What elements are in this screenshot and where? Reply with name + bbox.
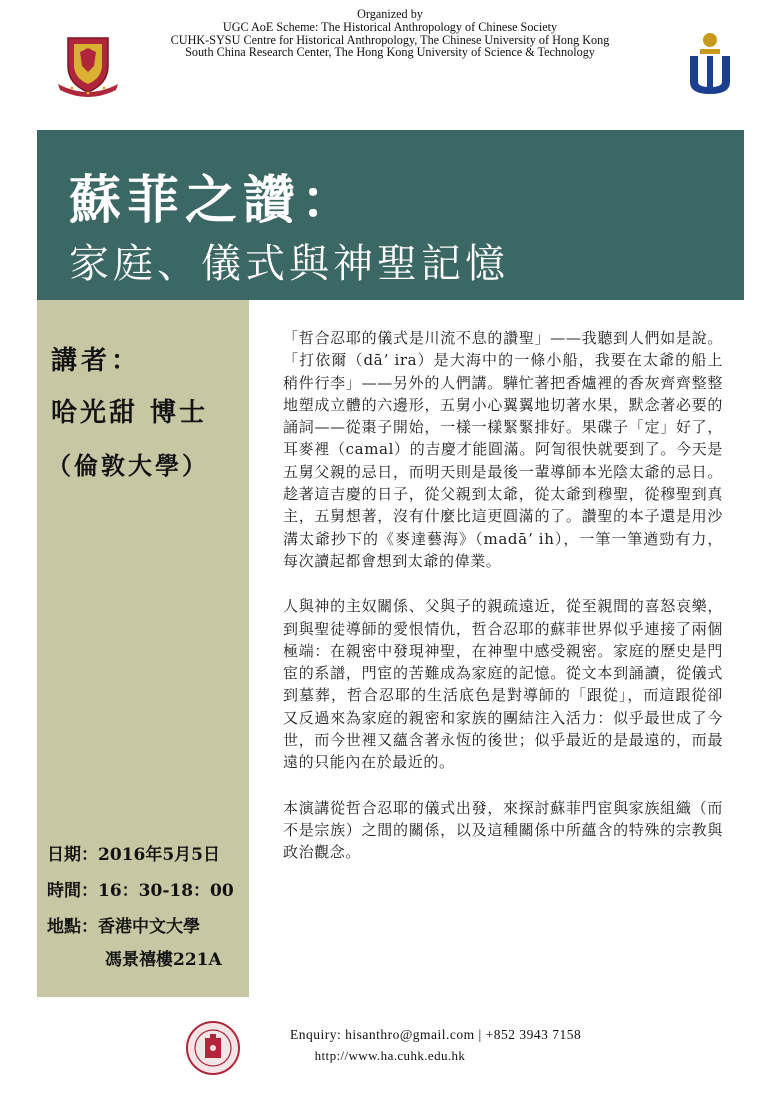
organizer-line-1: UGC AoE Scheme: The Historical Anthropology of Chinese Society bbox=[222, 19, 558, 34]
cuhk-crest-icon bbox=[50, 32, 126, 98]
lecture-title: 蘇菲之讚： bbox=[69, 171, 360, 231]
event-venue-room: 馮景禧樓221A bbox=[105, 950, 222, 970]
organized-by-label: Organized by bbox=[357, 7, 423, 21]
abstract-paragraph-2: 人與神的主奴關係、父與子的親疏遠近，從至親間的喜怒哀樂，到與聖徒導師的愛恨情仇，哲合忍耶的蘇菲世界似乎連接了兩個極端：在親密中發現神聖，在神聖中感受親密。家庭的歷史是門宦的系譜，門宦的苦難成為家庭的記憶。從文本到誦讀，從儀式到墓葬，哲合忍耶的生活底色是對導師的「跟從」，而這跟從卻又反過來為家庭的親密和家族的團結注入活力：似乎最世成了今世，而今世裡又蘊含著永恆的後世；似乎最近的是最遠的，而最遠的只能內在於最近的。 bbox=[283, 597, 723, 772]
abstract-paragraph-1: 「哲合忍耶的儀式是川流不息的讚聖」——我聽到人們如是說。「打依爾（dāʼ ira）是大海中的一條小船，我要在太爺的船上稍件行李」——另外的人們講。驊忙著把香爐裡的香灰齊齊整整地塑成立體的六邊形，五舅小心翼翼地切著水果，默念著必要的誦詞——從棗子開始，一樣一樣緊緊排好。果碟子「定」好了，耳麥裡（camal）的吉慶才能圓滿。阿訇很快就要到了。今天是五舅父親的忌日，而明天則是最後一輩導師本光陰太爺的忌日。趁著這吉慶的日子，從父親到太爺，從太爺到穆聖，從穆聖到真主，五舅想著，沒有什麼比這更圓滿的了。讚聖的本子還是用沙溝太爺抄下的《麥達藝海》（madāʼ ih），一筆一筆遒勁有力，每次讀起都會想到太爺的偉業。 bbox=[283, 329, 723, 570]
abstract-paragraph-3: 本演講從哲合忍耶的儀式出發，來探討蘇菲門宦與家族組織（而不是宗族）之間的關係，以及這種關係中所蘊含的特殊的宗教與政治觀念。 bbox=[283, 798, 723, 862]
speaker-affiliation: （倫敦大學） bbox=[47, 451, 209, 480]
speaker-name: 哈光甜 博士 bbox=[51, 398, 209, 428]
event-date: 日期：2016年5月5日 bbox=[47, 845, 220, 865]
title-banner bbox=[37, 130, 744, 300]
speaker-label: 講者： bbox=[51, 346, 142, 376]
event-venue: 地點：香港中文大學 bbox=[47, 917, 200, 937]
enquiry-contact: Enquiry: hisanthro@gmail.com | +852 3943 7158 bbox=[290, 1027, 582, 1042]
lecture-subtitle: 家庭、儀式與神聖記憶 bbox=[69, 241, 509, 287]
event-time: 時間：16：30-18：00 bbox=[47, 881, 234, 901]
hkust-logo-icon bbox=[686, 32, 734, 98]
speaker-sidebar bbox=[37, 300, 249, 997]
organizer-line-2: CUHK-SYSU Centre for Historical Anthropology, The Chinese University of Hong Kong bbox=[170, 32, 610, 47]
website-link[interactable]: http://www.ha.cuhk.edu.hk bbox=[314, 1048, 466, 1063]
organizers-block bbox=[120, 8, 660, 59]
organizer-line-3: South China Research Center, The Hong Kong University of Science & Technology bbox=[185, 45, 595, 60]
abstract bbox=[283, 327, 723, 887]
